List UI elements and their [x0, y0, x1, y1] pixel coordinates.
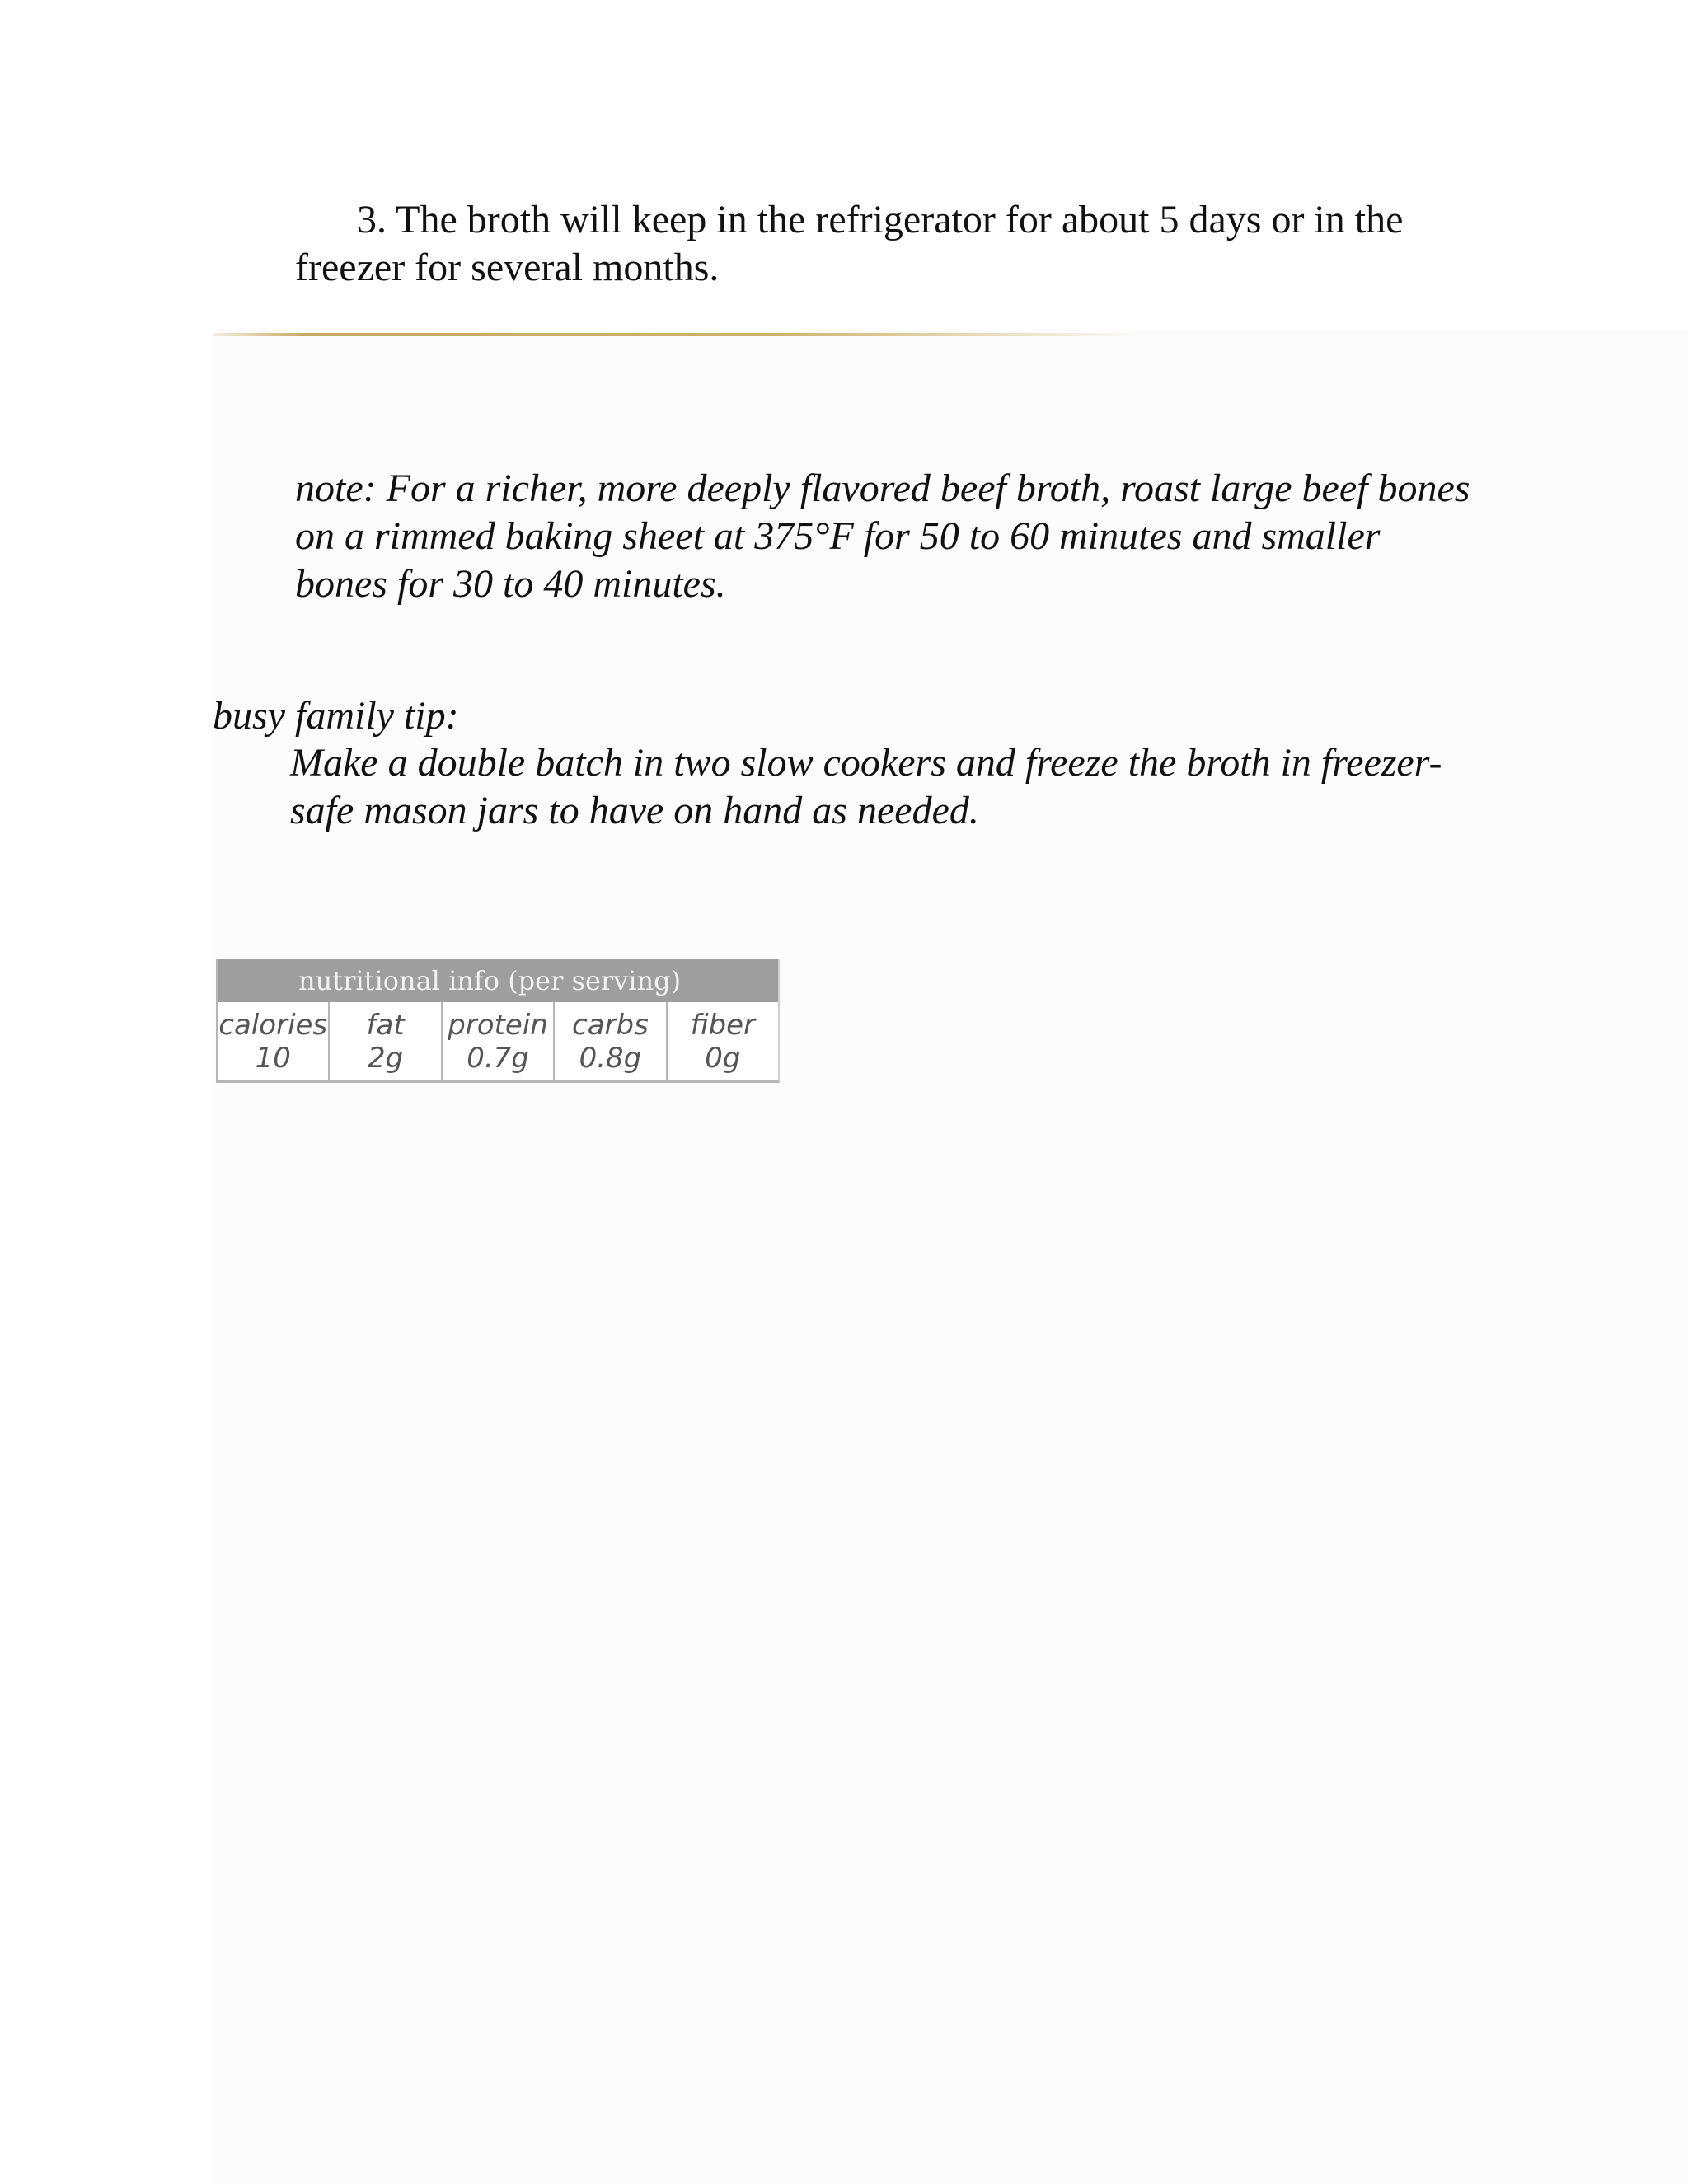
- nutrition-value: 0.8g: [579, 1042, 642, 1075]
- nutrition-label: carbs: [572, 1009, 649, 1042]
- nutrition-label: fat: [366, 1009, 405, 1042]
- nutrition-value: 10: [255, 1042, 291, 1075]
- nutrition-label: calories: [218, 1009, 328, 1042]
- tip-heading: busy family tip:: [213, 694, 459, 738]
- note-text: note: For a richer, more deeply flavored beef broth, roast large beef bones on a rimmed baking sheet at 375°F for 50 to 60 minutes and smaller bones for 30 to 40 minutes.: [295, 466, 1470, 606]
- tip-body: Make a double batch in two slow cookers and freeze the broth in freezer-safe mason jars to have on hand as needed.: [290, 741, 1442, 832]
- nutrition-cell-carbs: [555, 1002, 667, 1080]
- step-3-text: 3. The broth will keep in the refrigerator for about 5 days or in the freezer for several months.: [295, 198, 1404, 289]
- nutrition-cell-fat: [330, 1002, 442, 1080]
- nutrition-value: 0g: [705, 1042, 741, 1075]
- nutrition-value: 2g: [368, 1042, 404, 1075]
- section-divider: [213, 333, 1144, 336]
- nutrition-value: 0.7g: [467, 1042, 529, 1075]
- nutrition-cell-calories: [218, 1002, 330, 1080]
- nutrition-title: nutritional info (per serving): [218, 959, 778, 1002]
- nutrition-label: fiber: [690, 1009, 756, 1042]
- nutrition-table: [216, 959, 780, 1083]
- nutrition-label: protein: [448, 1009, 548, 1042]
- nutrition-row: [218, 1002, 778, 1080]
- nutrition-cell-protein: [443, 1002, 555, 1080]
- nutrition-cell-fiber: [668, 1002, 778, 1080]
